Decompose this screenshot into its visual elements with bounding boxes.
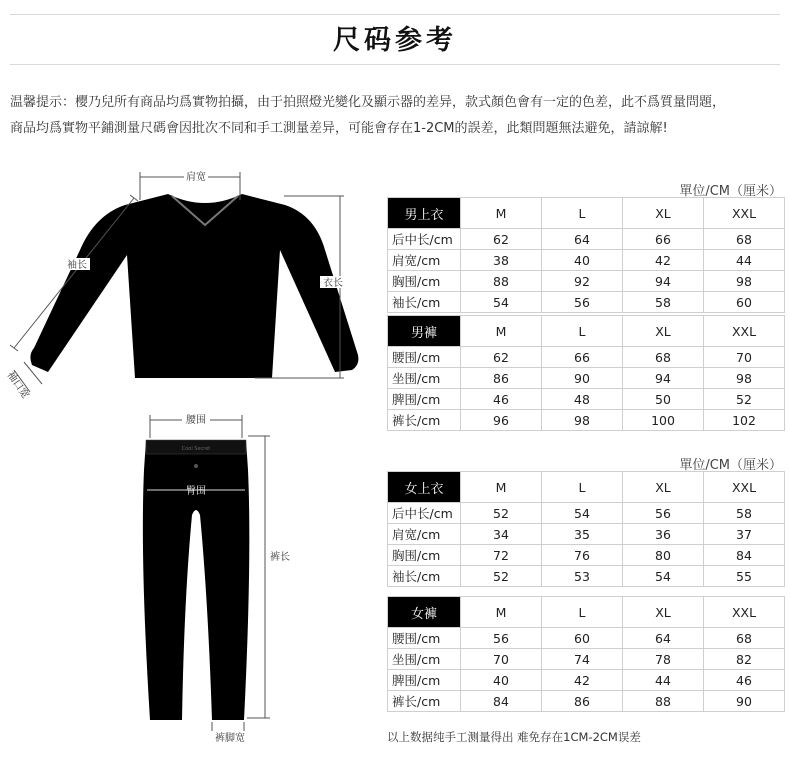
- hip-label: 臀围: [186, 486, 206, 497]
- cell-value: 98: [542, 410, 623, 431]
- size-header-xl: XL: [623, 597, 704, 628]
- men-top-header: 男上衣: [388, 198, 461, 229]
- row-label: 脾围/cm: [388, 389, 461, 410]
- cell-value: 78: [623, 649, 704, 670]
- pants-length-measure: [247, 436, 270, 718]
- cell-value: 36: [623, 524, 704, 545]
- cell-value: 66: [623, 229, 704, 250]
- table-row: [388, 271, 785, 292]
- sleeve-label: 袖长: [67, 260, 87, 271]
- table-row: [388, 670, 785, 691]
- table-row: [388, 649, 785, 670]
- size-header-l: L: [542, 472, 623, 503]
- size-header-xxl: XXL: [704, 597, 785, 628]
- cell-value: 100: [623, 410, 704, 431]
- size-header-xl: XL: [623, 472, 704, 503]
- cell-value: 42: [542, 670, 623, 691]
- table-row: [388, 389, 785, 410]
- size-header-xxl: XXL: [704, 472, 785, 503]
- row-label: 后中长/cm: [388, 229, 461, 250]
- cell-value: 48: [542, 389, 623, 410]
- women-pants-header: 女褲: [388, 597, 461, 628]
- cell-value: 37: [704, 524, 785, 545]
- cell-value: 52: [461, 503, 542, 524]
- row-label: 坐围/cm: [388, 368, 461, 389]
- table-row: [388, 503, 785, 524]
- table-row: [388, 691, 785, 712]
- cell-value: 68: [623, 347, 704, 368]
- cell-value: 44: [704, 250, 785, 271]
- size-header-xl: XL: [623, 316, 704, 347]
- pants-button-icon: [194, 464, 198, 468]
- cell-value: 88: [623, 691, 704, 712]
- cell-value: 80: [623, 545, 704, 566]
- women-pants-table: [387, 596, 785, 712]
- men-pants-header: 男褲: [388, 316, 461, 347]
- cell-value: 60: [704, 292, 785, 313]
- cell-value: 55: [704, 566, 785, 587]
- row-label: 腰围/cm: [388, 347, 461, 368]
- size-header-xxl: XXL: [704, 198, 785, 229]
- cell-value: 82: [704, 649, 785, 670]
- pants-length-label: 裤长: [270, 552, 290, 563]
- shoulder-label: 肩宽: [186, 172, 206, 183]
- table-row: [388, 292, 785, 313]
- women-top-table: [387, 471, 785, 587]
- cell-value: 54: [542, 503, 623, 524]
- cell-value: 98: [704, 271, 785, 292]
- table-row: [388, 524, 785, 545]
- unit-label-men: 單位/CM（厘米）: [679, 184, 782, 199]
- size-header-m: M: [461, 472, 542, 503]
- cell-value: 54: [461, 292, 542, 313]
- cell-value: 90: [704, 691, 785, 712]
- table-row: [388, 368, 785, 389]
- women-top-header: 女上衣: [388, 472, 461, 503]
- table-row: [388, 250, 785, 271]
- row-label: 裤长/cm: [388, 691, 461, 712]
- cell-value: 62: [461, 347, 542, 368]
- cell-value: 90: [542, 368, 623, 389]
- cell-value: 76: [542, 545, 623, 566]
- footnote: 以上数据纯手工测量得出 难免存在1CM-2CM误差: [387, 730, 641, 744]
- cell-value: 42: [623, 250, 704, 271]
- cell-value: 84: [461, 691, 542, 712]
- size-header-m: M: [461, 198, 542, 229]
- size-header-xl: XL: [623, 198, 704, 229]
- cell-value: 46: [704, 670, 785, 691]
- table-row: [388, 545, 785, 566]
- men-top-header-row: [388, 198, 785, 229]
- women-top-header-row: [388, 472, 785, 503]
- row-label: 胸围/cm: [388, 271, 461, 292]
- cell-value: 54: [623, 566, 704, 587]
- table-row: [388, 410, 785, 431]
- cell-value: 56: [461, 628, 542, 649]
- cell-value: 46: [461, 389, 542, 410]
- table-row: [388, 229, 785, 250]
- cell-value: 64: [623, 628, 704, 649]
- cell-value: 98: [704, 368, 785, 389]
- cell-value: 94: [623, 271, 704, 292]
- women-pants-header-row: [388, 597, 785, 628]
- men-pants-header-row: [388, 316, 785, 347]
- cell-value: 52: [704, 389, 785, 410]
- pants-silhouette: [143, 440, 249, 720]
- row-label: 腰围/cm: [388, 628, 461, 649]
- cell-value: 66: [542, 347, 623, 368]
- cell-value: 88: [461, 271, 542, 292]
- table-row: [388, 566, 785, 587]
- size-header-xxl: XXL: [704, 316, 785, 347]
- cell-value: 40: [542, 250, 623, 271]
- cell-value: 92: [542, 271, 623, 292]
- cell-value: 34: [461, 524, 542, 545]
- unit-label-women: 單位/CM（厘米）: [679, 458, 782, 473]
- row-label: 坐围/cm: [388, 649, 461, 670]
- size-header-m: M: [461, 316, 542, 347]
- hem-label: 裤脚宽: [215, 733, 245, 744]
- cell-value: 44: [623, 670, 704, 691]
- garment-diagram: [0, 0, 380, 776]
- cell-value: 40: [461, 670, 542, 691]
- cell-value: 102: [704, 410, 785, 431]
- cell-value: 35: [542, 524, 623, 545]
- cell-value: 58: [704, 503, 785, 524]
- page-title: 尺码参考: [333, 25, 457, 56]
- cell-value: 68: [704, 229, 785, 250]
- cell-value: 52: [461, 566, 542, 587]
- waist-label: 腰围: [186, 415, 206, 426]
- cell-value: 68: [704, 628, 785, 649]
- cell-value: 70: [461, 649, 542, 670]
- cell-value: 60: [542, 628, 623, 649]
- table-row: [388, 628, 785, 649]
- cell-value: 96: [461, 410, 542, 431]
- cell-value: 53: [542, 566, 623, 587]
- cell-value: 74: [542, 649, 623, 670]
- cell-value: 50: [623, 389, 704, 410]
- row-label: 肩宽/cm: [388, 250, 461, 271]
- size-header-m: M: [461, 597, 542, 628]
- cell-value: 56: [623, 503, 704, 524]
- row-label: 裤长/cm: [388, 410, 461, 431]
- cell-value: 64: [542, 229, 623, 250]
- cell-value: 84: [704, 545, 785, 566]
- cell-value: 62: [461, 229, 542, 250]
- cell-value: 56: [542, 292, 623, 313]
- cell-value: 38: [461, 250, 542, 271]
- row-label: 袖长/cm: [388, 292, 461, 313]
- pants-brand: Cool Secret: [181, 446, 211, 452]
- cell-value: 86: [461, 368, 542, 389]
- cuff-label: 袖口宽: [4, 369, 31, 401]
- row-label: 后中长/cm: [388, 503, 461, 524]
- notice-line-2: 商品均爲實物平鋪測量尺碼會因批次不同和手工測量差异，可能會存在1-2CM的誤差，此類問題無法避免，請諒解!: [10, 121, 668, 136]
- cell-value: 72: [461, 545, 542, 566]
- size-header-l: L: [542, 597, 623, 628]
- shirt-silhouette: [30, 194, 358, 378]
- size-header-l: L: [542, 198, 623, 229]
- cell-value: 94: [623, 368, 704, 389]
- men-pants-table: [387, 315, 785, 431]
- row-label: 袖长/cm: [388, 566, 461, 587]
- row-label: 肩宽/cm: [388, 524, 461, 545]
- size-header-l: L: [542, 316, 623, 347]
- men-top-table: [387, 197, 785, 313]
- cell-value: 58: [623, 292, 704, 313]
- table-row: [388, 347, 785, 368]
- notice-line-1: 温馨提示：樱乃兒所有商品均爲實物拍攝，由于拍照燈光變化及顯示器的差异，款式顏色會有一定的色差，此不爲質量問題，: [10, 95, 726, 110]
- body-length-label: 衣长: [323, 278, 343, 289]
- row-label: 胸围/cm: [388, 545, 461, 566]
- cell-value: 70: [704, 347, 785, 368]
- row-label: 脾围/cm: [388, 670, 461, 691]
- cell-value: 86: [542, 691, 623, 712]
